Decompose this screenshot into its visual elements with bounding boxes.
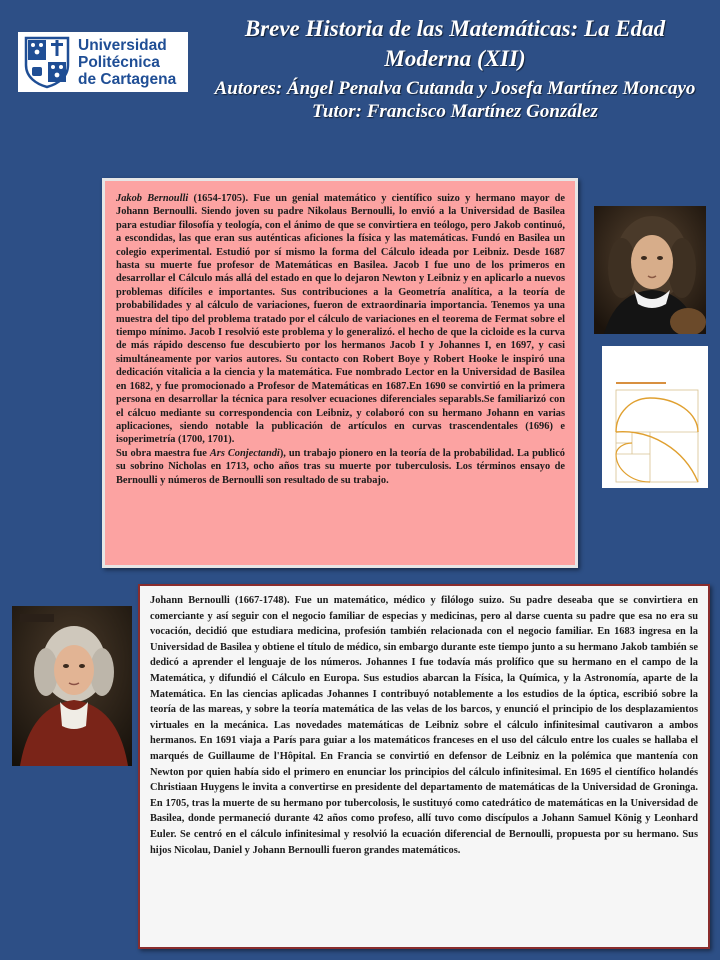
johann-bernoulli-box [138, 584, 710, 949]
jakob-paragraph-2 [116, 447, 565, 487]
university-logo [18, 32, 188, 92]
jakob-paragraph-1 [116, 192, 565, 447]
johann-bernoulli-portrait [12, 606, 132, 766]
jakob-name: Jakob Bernoulli [116, 193, 189, 204]
page-title: Breve Historia de las Matemáticas: La Edad Moderna (XII) [244, 16, 666, 71]
tutor-line: Tutor: Francisco Martínez González [312, 101, 598, 122]
shield-icon [22, 35, 72, 89]
jakob-bernoulli-portrait [594, 206, 706, 334]
ars-conjectandi-title: Ars Conjectandi [209, 447, 280, 459]
johann-paragraph: Johann Bernoulli (1667-1748). Fue un matemático, médico y filólogo suizo. Su padre deseaba que se convirtiera en comerciante y así seguir con el negocio familiar de especias y medicinas, pero al darse cuenta su padre que esa no era su vocación, decidió que estudiara medicina, profesión también relacionada con el negocio familiar. En 1683 ingresa en la Universidad de Basilea y obtiene el título de médico, sin embargo durante este tiempo junto a su hermano Jakob también se dedicó a aprender el lenguaje de los números. Johannes I fue todavía más prolífico que su hermano en el campo de la Matemática, y difundió el Cálculo en Europa. Sus estudios abarcan la Física, la Química, y la Astronomía, aparte de la Matemática. En las ciencias aplicadas Johannes I contribuyó notablemente a los estudios de la óptica, escribió sobre la teoría de las mareas, y sobre la teoría matemática de las velas de los barcos, y enunció el principio de los desplazamientos virtuales en la mecánica. Las novedades matemáticas de Leibniz sobre el cálculo infinitesimal cautivaron a ambos hermanos. En 1691 viaja a París para guiar a los matemáticos franceses en el uso del cálculo entre los cuales se hallaba el marqués de Guillaume de l'Hôpital. En Francia se convirtió en defensor de Leibniz en la polémica que mantenía con Newton por quien había sido el primero en enunciar los principios del cálculo infinitesimal. En 1695 el científico holandés Christiaan Huygens le invita a convertirse en presidente del departamento de matemáticas de la Universidad de Groninga. En 1705, tras la muerte de su hermano por tubercolosis, le sustituyó como catedrático de matemáticas en la Universidad de Basilea, donde permaneció durante 42 años como profeso, allí tuvo como discípulos a Johann Samuel König y Leonhard Euler. Se centró en el cálculo infinitesimal y resolvió la ecuación diferencial de Bernoulli, propuesta por su hermano. Sus hijos Nicolau, Daniel y Johann Bernoulli fueron grandes matemáticos. [150, 595, 698, 856]
jakob-text: Fue un genial matemático y científico suizo y hermano mayor de Johann Bernoulli. Siendo joven su padre Nikolaus Bernoulli, lo envió a la Universidad de Basilea para estudiar filosofía y teología, con el ánimo de que se convirtiera en teólogo, pero Jakob continuó, a escondidas, las que eran sus auténticas aficiones la física y las matemáticas. Fundó en Basilea un colegio experimental. Estudió por sí mismo la forma del Cálculo ideada por Leibniz. Desde 1687 hasta su muerte fue profesor de Matemáticas en Basilea. Jacob I fue uno de los primeros en desarrollar el Cálculo más allá del estado en que lo dejaron Newton y Leibniz y en aplicarlo a nuevos problemas difíciles e importantes. Sus contribuciones a la Geometría analítica, a la teoría de probabilidades y al cálculo de variaciones, fueron de extraordinaria importancia. Tenemos ya una muestra del tipo del problema tratado por el cálculo de variaciones en el teorema de Fermat sobre el tiempo mínimo. Jacob I resolvió este problema y lo generalizó. el hecho de que la cicloide es la curva de más rápido descenso fue descubierto por los hermanos Jacob I y Johannes I, en 1697, y casi simultáneamente por varios autores. Su contacto con Robert Boye y Robert Hooke le inspiró una dedicación vitalicia a la ciencia y la matemática. Fue nombrado Lector en la Universidad de Basilea en 1682, y fue promocionado a Profesor de Matemáticas en 1687.En 1690 se convirtió en la primera persona en desarrollar la técnica para resolver ecuaciones diferenciales separabls.Se familiarizó con el cálcuo mediante su correspondencia con Leibniz, y colaboró con su hermano Johann en varias aplicaciones, siendo notable la publicación de artículos en curvas trascendentales (1696) e isoperimetría (1700, 1701). [116, 193, 565, 446]
jakob-bernoulli-box [102, 178, 578, 568]
header [200, 14, 710, 123]
university-name: Universidad Politécnica de Cartagena [78, 36, 177, 88]
jakob-p2-before: Su obra maestra fue [116, 447, 210, 459]
jakob-dates: (1654-1705). [188, 193, 254, 204]
jakob-p2-after: ), un trabajo pionero en la teoría de la probabilidad. La publicó su sobrino Nicholas en 1713, ocho años tras su muerte por tuberculosis. Los términos ensayo de Bernoulli y números de Bernoulli son resultado de su trabajo. [116, 447, 565, 486]
authors-line: Autores: Ángel Penalva Cutanda y Josefa Martínez Moncayo [214, 78, 696, 99]
golden-spiral-image [602, 346, 708, 488]
